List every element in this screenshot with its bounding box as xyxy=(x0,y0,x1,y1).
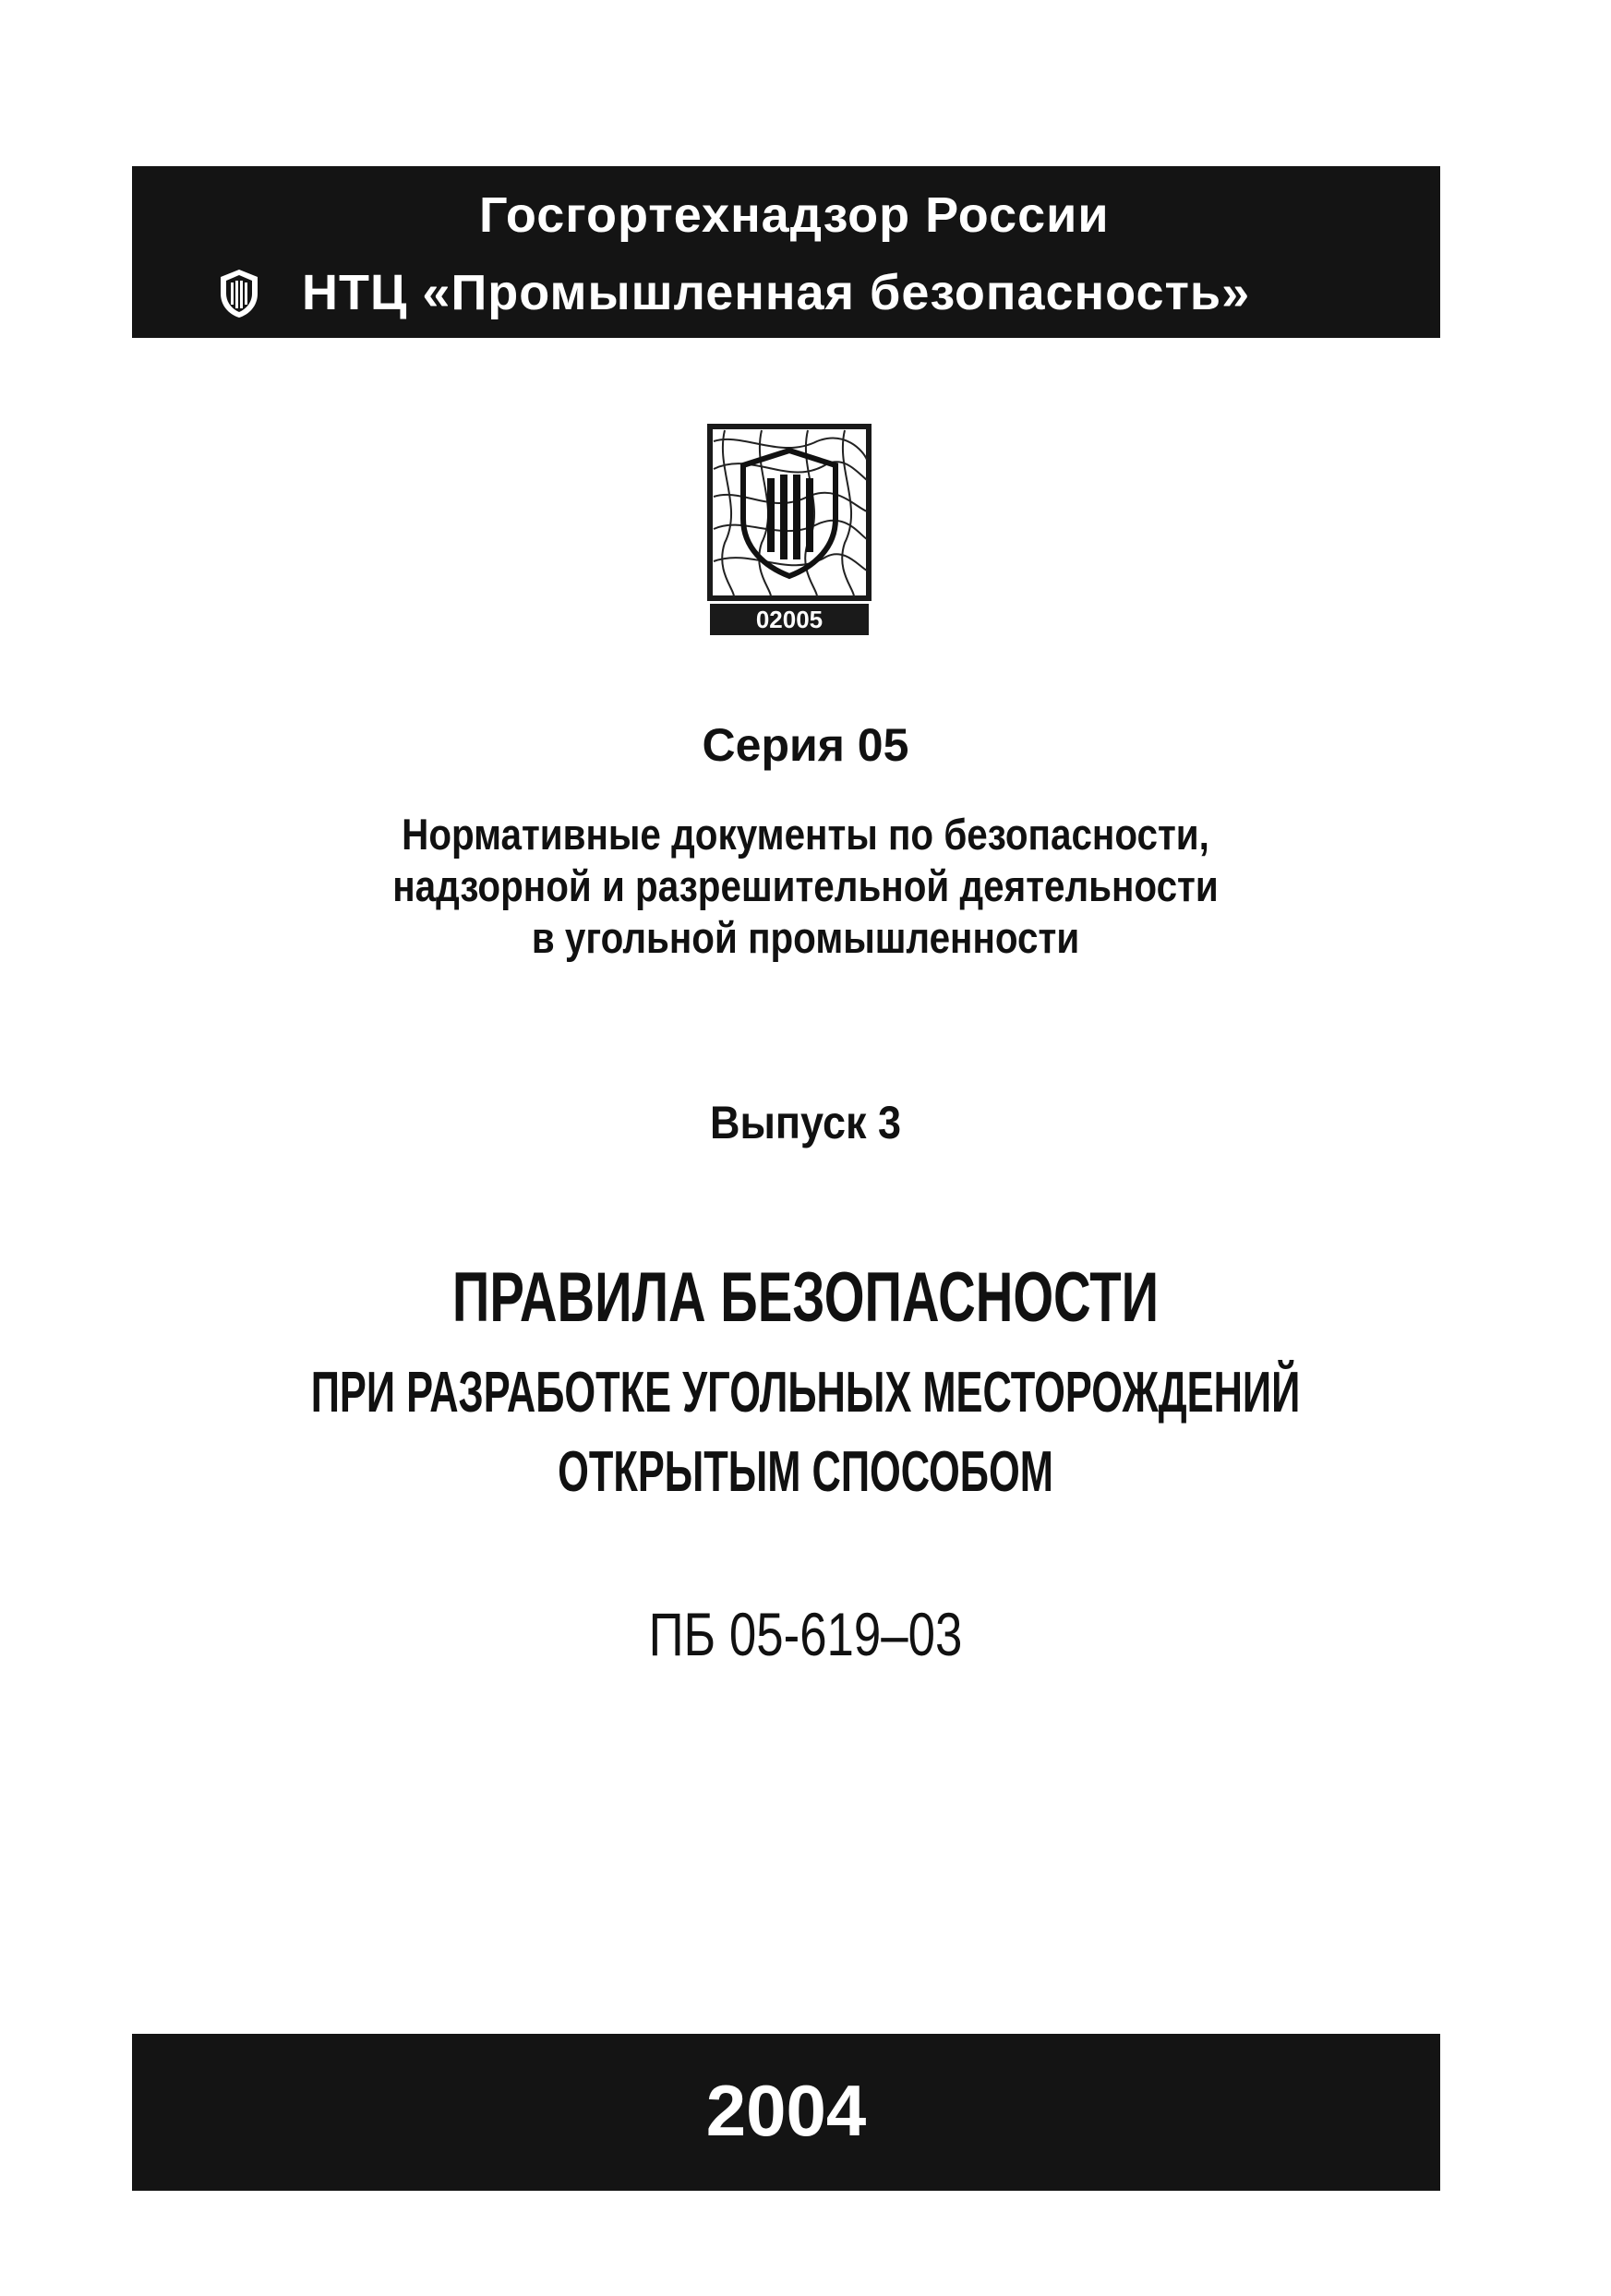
ntc-shield-logo-icon xyxy=(217,268,261,319)
document-title: ПРАВИЛА БЕЗОПАСНОСТИ xyxy=(451,1258,1160,1337)
series-description-line: надзорной и разрешительной деятельности xyxy=(392,861,1219,910)
header-banner xyxy=(132,166,1440,338)
series-description-line: в угольной промышленности xyxy=(531,913,1080,962)
issue-label: Выпуск 3 xyxy=(709,1097,902,1148)
document-code: ПБ 05-619–03 xyxy=(648,1600,963,1668)
document-subtitle xyxy=(242,1353,1370,1512)
publication-year: 2004 xyxy=(705,2070,867,2151)
series-description xyxy=(113,809,1498,964)
emblem-number: 02005 xyxy=(755,606,824,633)
footer-banner xyxy=(132,2034,1440,2191)
document-subtitle-line: ПРИ РАЗРАБОТКЕ УГОЛЬНЫХ МЕСТОРОЖДЕНИЙ xyxy=(310,1361,1301,1424)
series-title: Серия 05 xyxy=(702,719,909,771)
document-subtitle-line: ОТКРЫТЫМ СПОСОБОМ xyxy=(558,1440,1053,1504)
header-organization-name: НТЦ «Промышленная безопасность» xyxy=(302,265,1251,320)
series-description-line: Нормативные документы по безопасности, xyxy=(402,810,1209,859)
certification-hologram-icon xyxy=(706,423,872,641)
header-agency-name: Госгортехнадзор России xyxy=(479,187,1110,243)
